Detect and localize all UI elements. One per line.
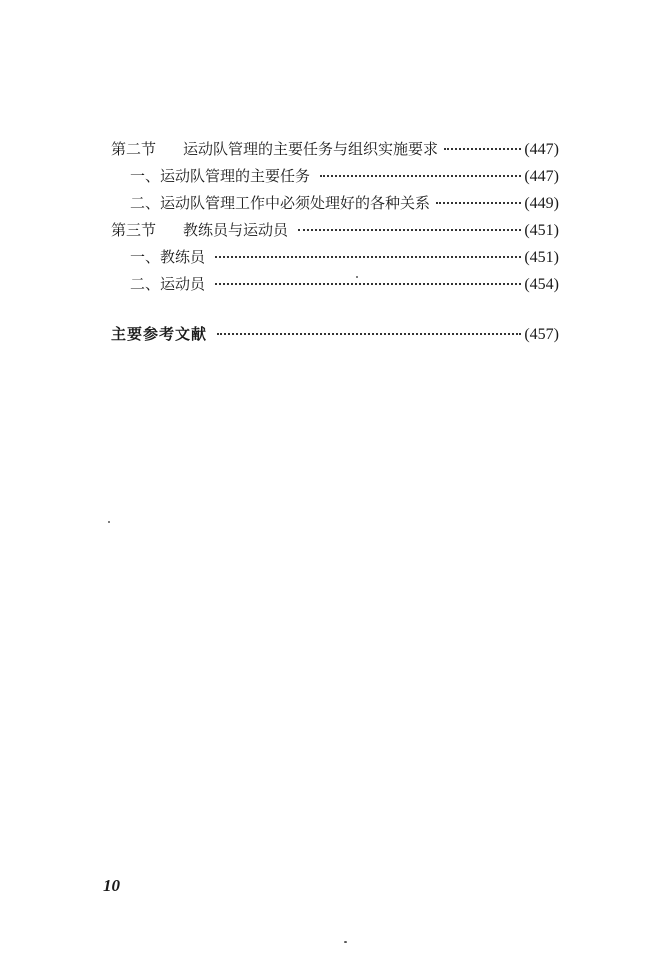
- toc-section-title: 运动队管理的主要任务与组织实施要求: [183, 140, 439, 158]
- toc-entry-title: [111, 217, 288, 244]
- dot-leader: [215, 256, 521, 258]
- toc-section-label: 第二节: [111, 140, 157, 158]
- toc-section-title: 教练员与运动员: [183, 221, 289, 239]
- toc-entry-title: 一、运动队管理的主要任务: [130, 167, 311, 185]
- dot-leader: [298, 229, 521, 231]
- scan-speck: [344, 941, 347, 943]
- toc-page-number: (447): [524, 141, 559, 158]
- toc-page-number: (454): [524, 276, 559, 293]
- dot-leader: [436, 202, 521, 204]
- toc-entry-athletes[interactable]: [111, 271, 559, 298]
- toc-page-number: (447): [524, 168, 559, 185]
- toc-entry-section-3[interactable]: [111, 217, 559, 244]
- scan-speck: [108, 521, 110, 523]
- toc-page-number: (451): [524, 249, 559, 266]
- toc-entry-section-2[interactable]: [111, 136, 559, 163]
- toc-page-number: (449): [524, 195, 559, 212]
- toc-entry-title: 二、运动队管理工作中必须处理好的各种关系: [130, 194, 431, 212]
- toc-entry-coaches[interactable]: [111, 244, 559, 271]
- toc-entry-title: 二、运动员: [130, 275, 206, 293]
- scan-speck: [356, 276, 358, 278]
- toc-entry-main-tasks[interactable]: [111, 163, 559, 190]
- toc-page-number: (457): [524, 326, 559, 343]
- toc-entry-title: 一、教练员: [130, 248, 206, 266]
- page-number: 10: [103, 876, 120, 895]
- toc-entry-references[interactable]: [111, 321, 559, 348]
- dot-leader: [444, 148, 521, 150]
- toc-section-label: 第三节: [111, 221, 157, 239]
- toc-entry-relationships[interactable]: [111, 190, 559, 217]
- toc-entry-title: 主要参考文献: [111, 325, 208, 343]
- toc-entry-title: [111, 136, 438, 163]
- toc-page-number: (451): [524, 222, 559, 239]
- dot-leader: [320, 175, 521, 177]
- dot-leader: [215, 283, 521, 285]
- table-of-contents: [111, 136, 559, 348]
- dot-leader: [217, 333, 521, 335]
